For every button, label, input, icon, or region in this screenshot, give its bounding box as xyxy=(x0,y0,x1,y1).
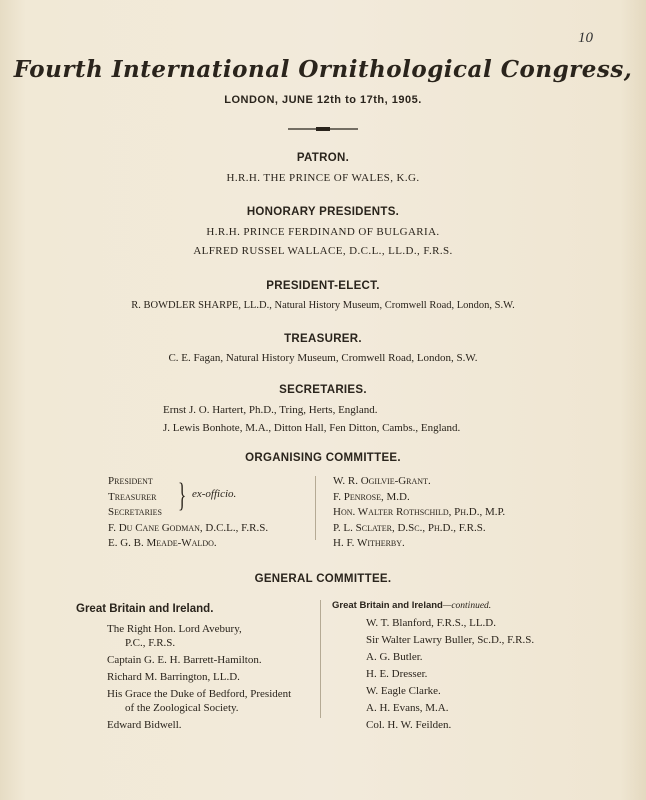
patron-heading: PATRON. xyxy=(296,152,350,164)
member: Edward Bidwell. xyxy=(107,719,182,731)
member: F. Du Cane Godman, D.C.L., F.R.S. xyxy=(108,521,269,534)
organising-committee-heading: ORGANISING COMMITTEE. xyxy=(245,452,401,464)
member: H. F. Witherby. xyxy=(333,537,405,549)
member: A. G. Butler. xyxy=(366,651,423,663)
role: President xyxy=(108,475,153,487)
member: E. G. B. Meade-Waldo. xyxy=(108,537,217,549)
column-divider xyxy=(315,476,316,540)
member: The Right Hon. Lord Avebury, P.C., F.R.S. xyxy=(107,623,242,649)
document-subtitle: LONDON, JUNE 12th to 17th, 1905. xyxy=(224,94,422,106)
member: Richard M. Barrington, LL.D. xyxy=(107,671,240,683)
member: A. H. Evans, M.A. xyxy=(366,702,449,714)
organising-committee-left xyxy=(108,474,268,552)
secretaries-heading: SECRETARIES. xyxy=(279,384,367,396)
page-number: 10 xyxy=(578,30,593,46)
honorary-president: ALFRED RUSSEL WALLACE, D.C.L., LL.D., F.R.S. xyxy=(193,245,453,257)
secretary: Ernst J. O. Hartert, Ph.D., Tring, Herts, England. xyxy=(163,404,378,416)
ex-officio-label: ex-officio. xyxy=(192,488,237,500)
member: Hon. Walter Rothschild, Ph.D., M.P. xyxy=(333,506,506,518)
honorary-president: H.R.H. PRINCE FERDINAND OF BULGARIA. xyxy=(206,226,440,238)
general-committee-heading: GENERAL COMMITTEE. xyxy=(254,573,392,585)
president-elect-name: R. BOWDLER SHARPE, LL.D., Natural History Museum, Cromwell Road, London, S.W. xyxy=(131,300,515,311)
member: W. R. Ogilvie-Grant. xyxy=(333,475,431,487)
left-region-heading: Great Britain and Ireland. xyxy=(76,603,214,615)
member: Col. H. W. Feilden. xyxy=(366,719,452,731)
member: W. T. Blanford, F.R.S., LL.D. xyxy=(366,617,497,629)
member: Sir Walter Lawry Buller, Sc.D., F.R.S. xyxy=(366,634,535,646)
president-elect-heading: PRESIDENT-ELECT. xyxy=(266,280,380,292)
brace: } xyxy=(178,477,187,514)
member: F. Penrose, M.D. xyxy=(333,490,410,503)
role: Treasurer xyxy=(108,490,157,503)
treasurer-heading: TREASURER. xyxy=(284,333,362,345)
treasurer-name: C. E. Fagan, Natural History Museum, Cromwell Road, London, S.W. xyxy=(168,352,478,364)
member: P. L. Sclater, D.Sc., Ph.D., F.R.S. xyxy=(333,521,486,534)
member: His Grace the Duke of Bedford, President of the Zoological Society. xyxy=(107,688,292,714)
ornament-divider xyxy=(288,126,358,132)
document-title: Fourth International Ornithological Congress, xyxy=(13,56,633,83)
member: Captain G. E. H. Barrett-Hamilton. xyxy=(107,654,262,666)
right-region-heading: Great Britain and Ireland—continued. xyxy=(332,600,492,611)
honorary-presidents-heading: HONORARY PRESIDENTS. xyxy=(246,206,400,218)
general-committee-left xyxy=(107,622,317,735)
patron-name: H.R.H. THE PRINCE OF WALES, K.G. xyxy=(226,172,420,184)
role: Secretaries xyxy=(108,506,162,518)
member: H. E. Dresser. xyxy=(366,668,428,680)
secretary: J. Lewis Bonhote, M.A., Ditton Hall, Fen Ditton, Cambs., England. xyxy=(163,422,461,434)
member: W. Eagle Clarke. xyxy=(366,685,441,697)
organising-committee-right xyxy=(333,474,505,552)
general-committee-right xyxy=(366,616,534,735)
column-divider xyxy=(320,600,321,718)
